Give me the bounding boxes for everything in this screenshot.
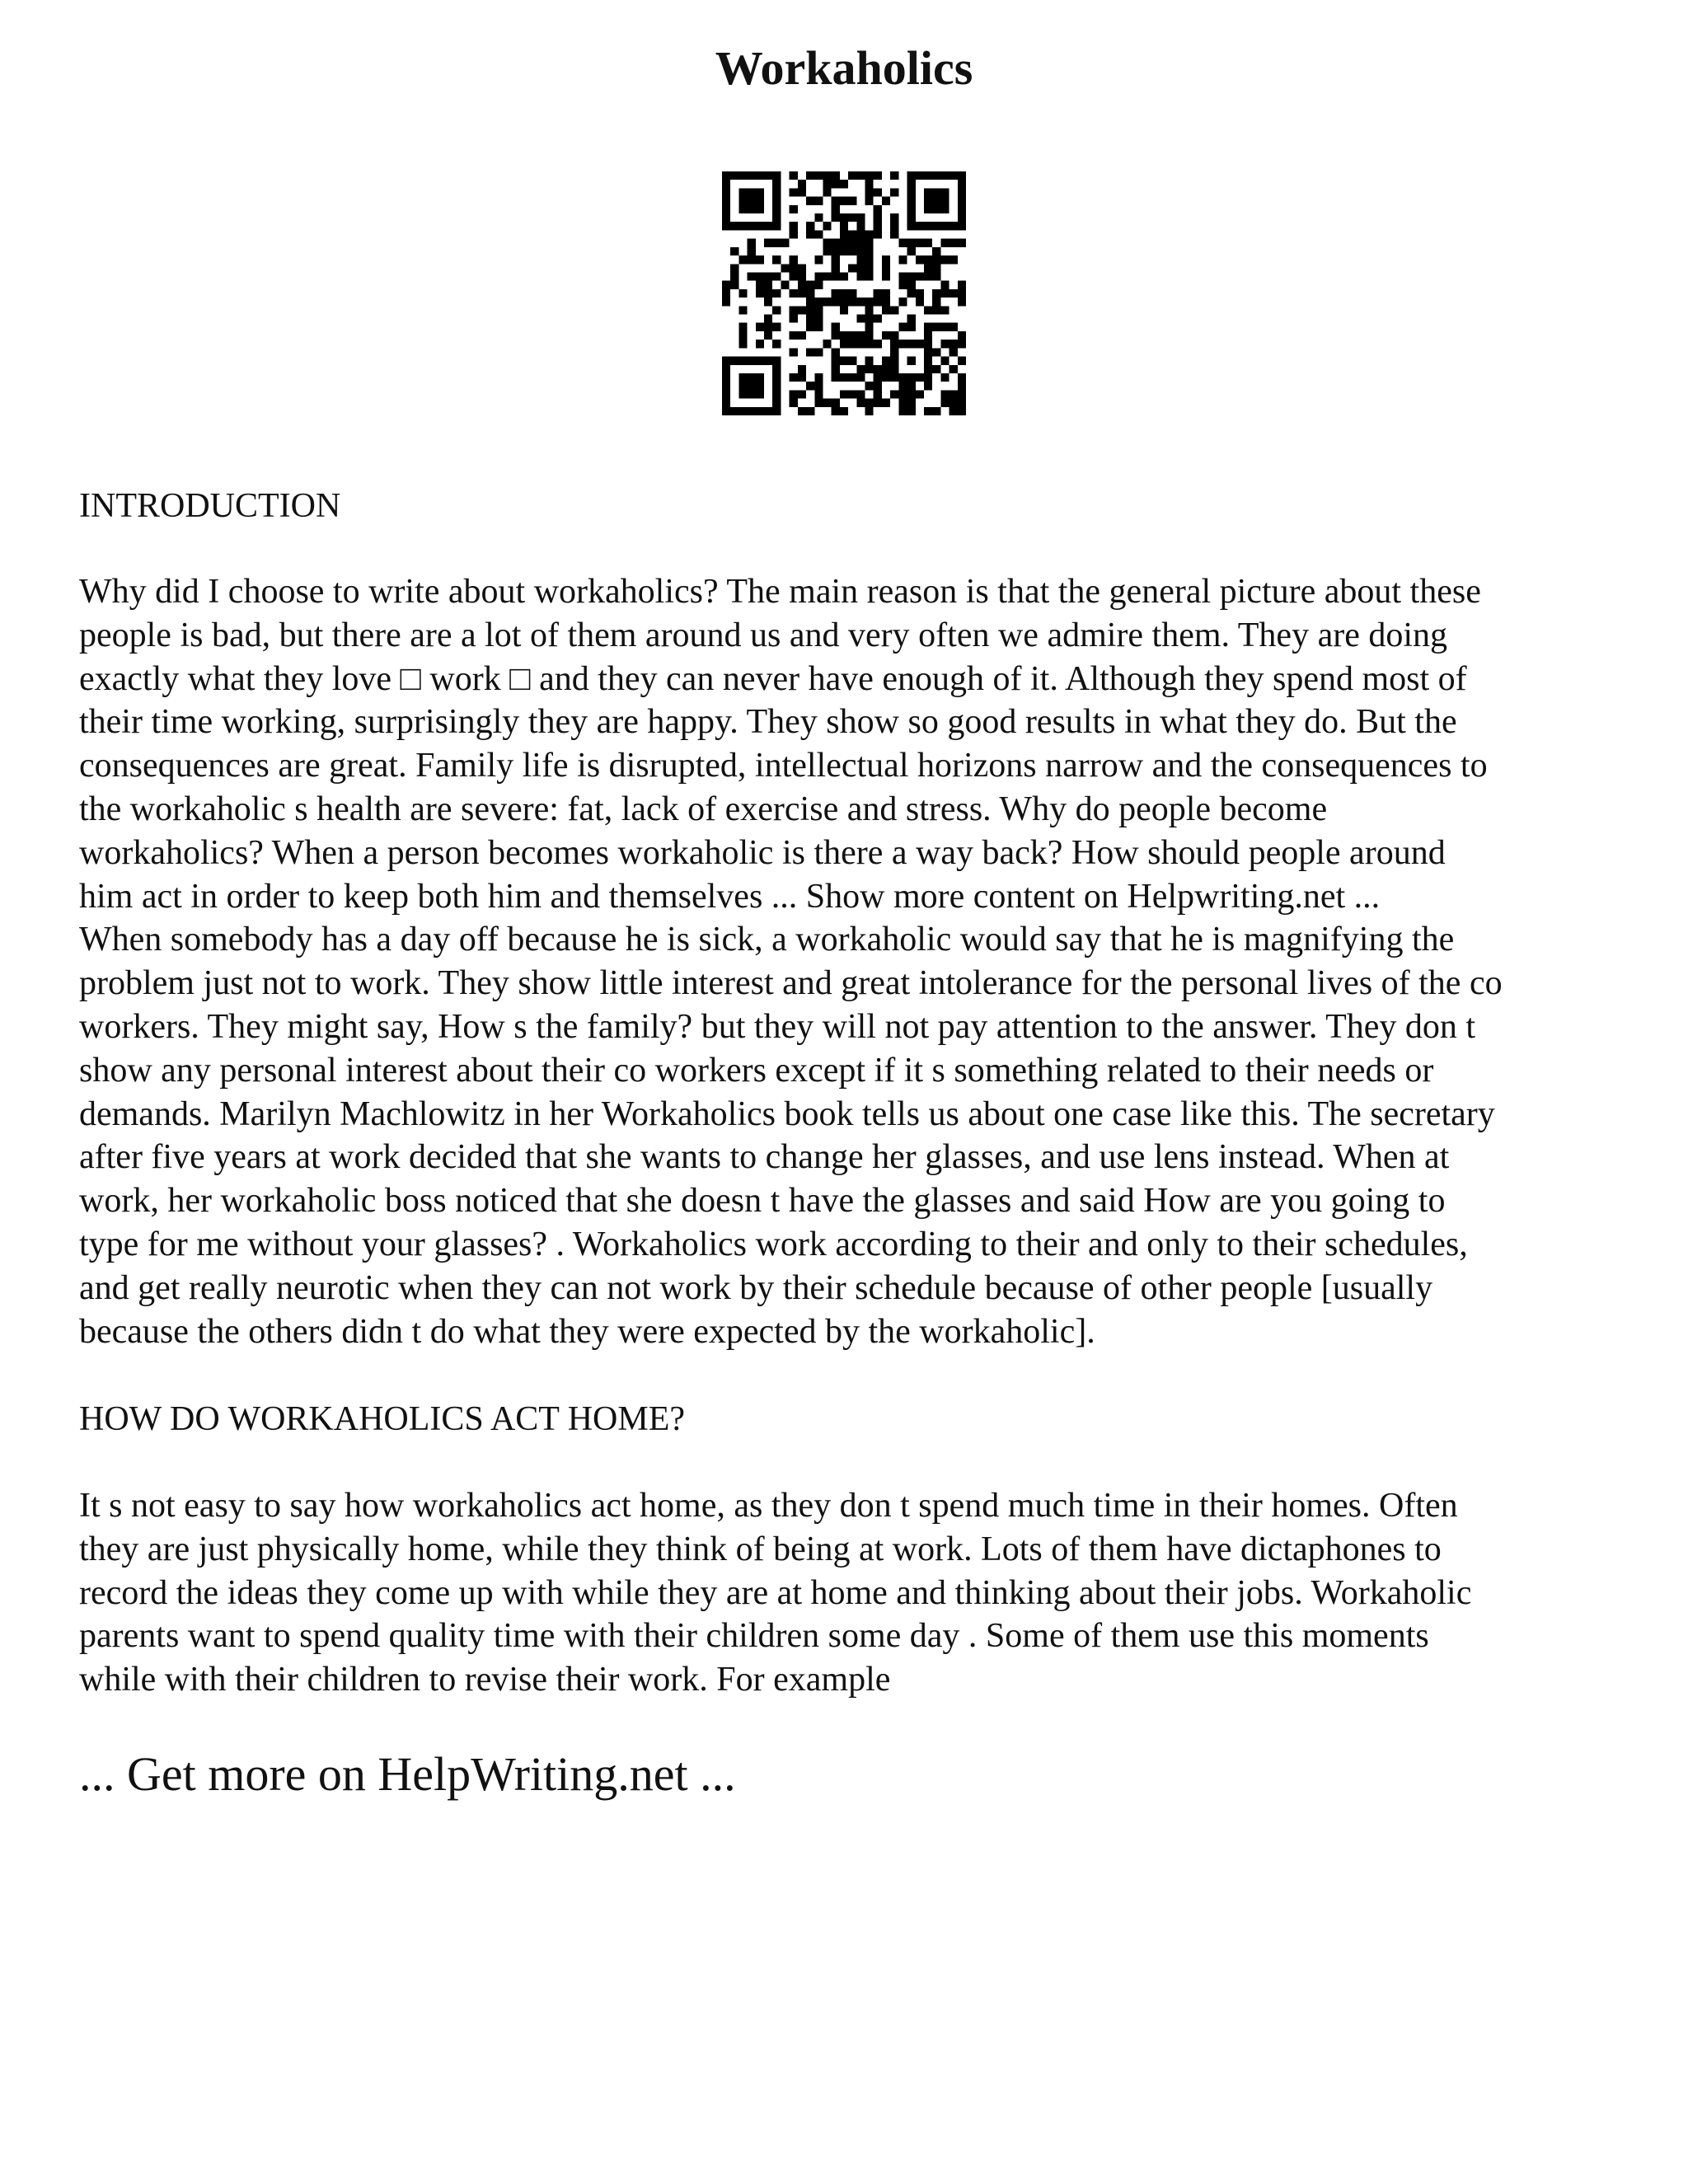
- qr-code-graphic: [722, 171, 966, 415]
- section-body-introduction: Why did I choose to write about workaholics? The main reason is that the general picture about these people is bad, but there are a lot of them around us and very often we admire them. They are doing exactly what they love □ work □ and they can never have enough of it. Although they spend most of their time working, surprisingly they are happy. They show so good results in what they do. But the consequences are great. Family life is disrupted, intellectual horizons narrow and the consequences to the workaholic s health are severe: fat, lack of exercise and stress. Why do people become workaholics? When a person becomes workaholic is there a way back? How should people around him act in order to keep both him and themselves ... Show more content on Helpwriting.net ... When somebody has a day off because he is sick, a workaholic would say that he is magnifying the problem just not to work. They show little interest and great intolerance for the personal lives of the co workers. They might say, How s the family? but they will not pay attention to the answer. They don t show any personal interest about their co workers except if it s something related to their needs or demands. Marilyn Machlowitz in her Workaholics book tells us about one case like this. The secretary after five years at work decided that she wants to change her glasses, and use lens instead. When at work, her workaholic boss noticed that she doesn t have the glasses and said How are you going to type for me without your glasses? . Workaholics work according to their and only to their schedules, and get really neurotic when they can not work by their schedule because of other people [usually because the others didn t do what they were expected by the workaholic].: [79, 573, 1503, 1351]
- document-title: Workaholics: [715, 41, 973, 95]
- qr-code-icon: [722, 171, 966, 415]
- section-heading-home: HOW DO WORKAHOLICS ACT HOME?: [79, 1400, 685, 1438]
- section-body-home: It s not easy to say how workaholics act home, as they don t spend much time in their homes. Often they are just physically home, while they think of being at work. Lots of them have dictaphones to record the ideas they come up with while they are at home and thinking about their jobs. Workaholic parents want to spend quality time with their children some day . Some of them use this moments while with their children to revise their work. For example: [79, 1487, 1472, 1699]
- get-more-link[interactable]: ... Get more on HelpWriting.net ...: [79, 1747, 736, 1801]
- section-heading-introduction: INTRODUCTION: [79, 487, 341, 525]
